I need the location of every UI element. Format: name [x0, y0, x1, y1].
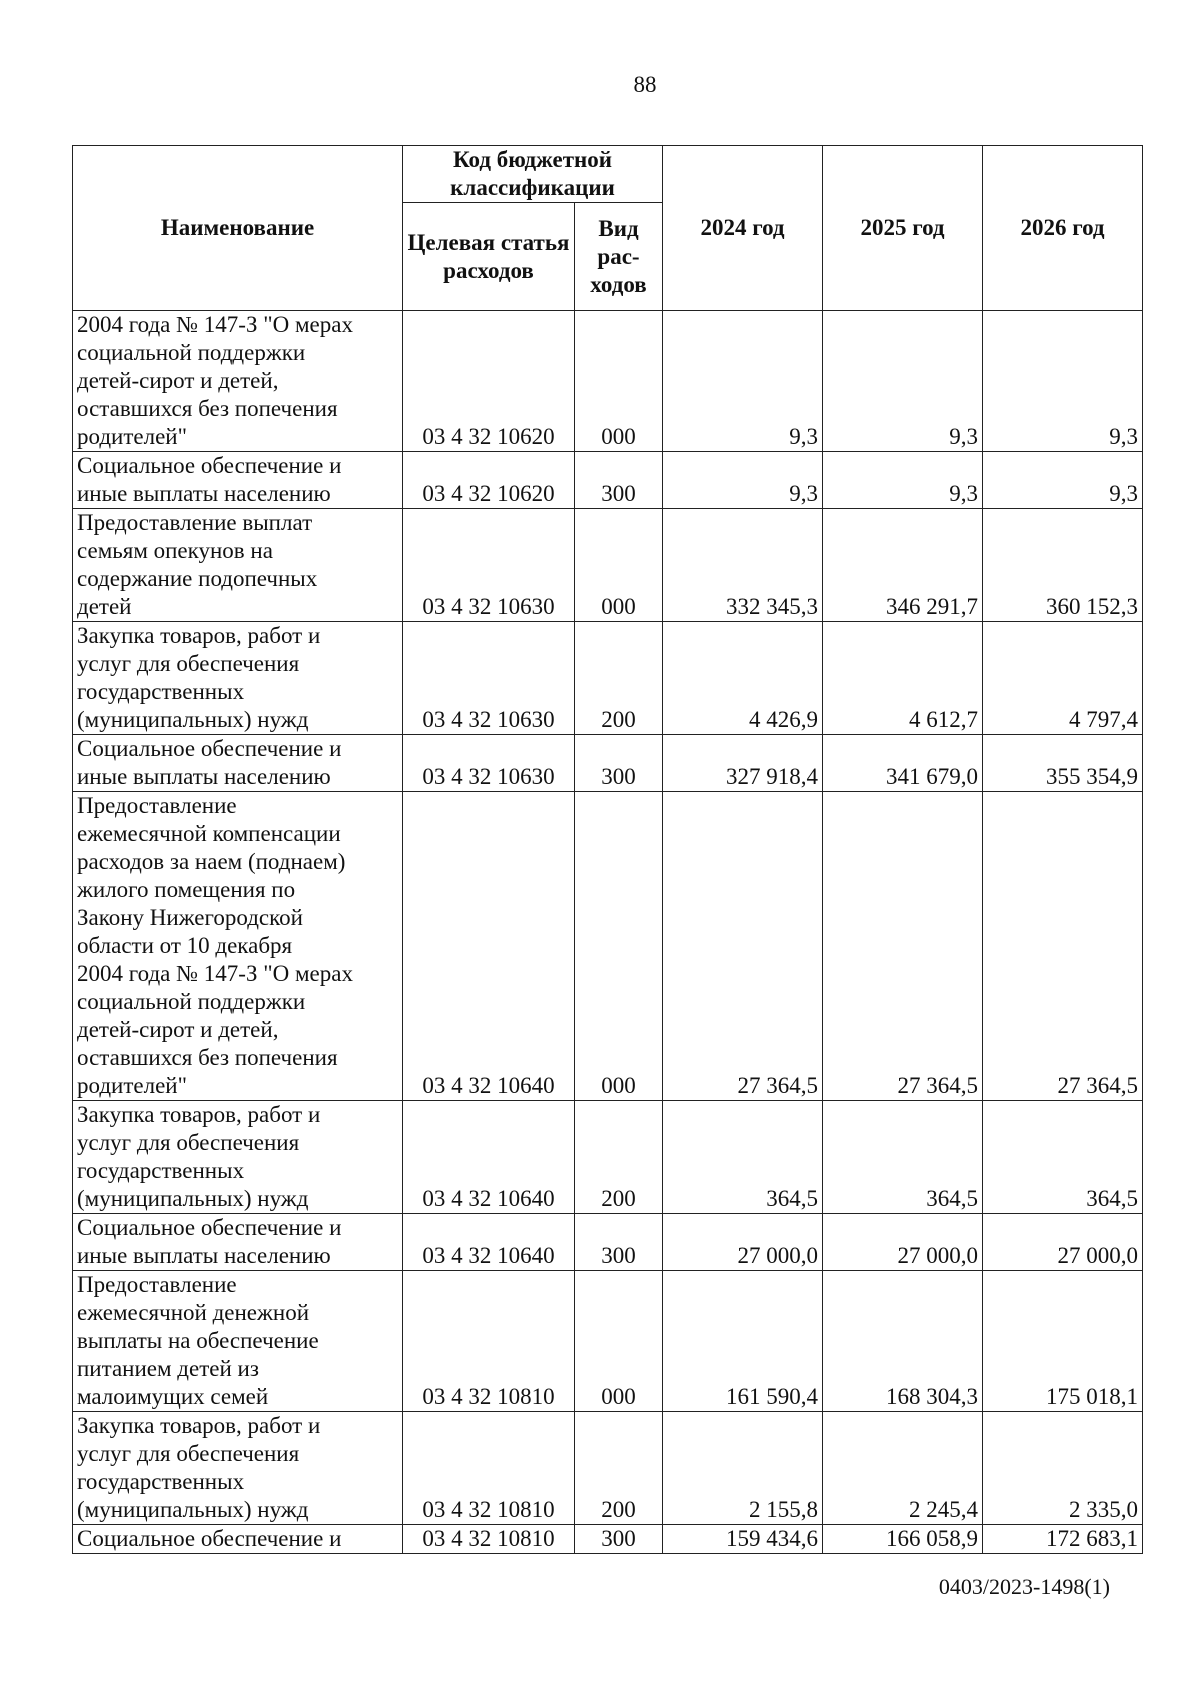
table-row [73, 1101, 1143, 1214]
row-value-2026-cell: 9,3 [983, 311, 1143, 452]
row-type-cell: 200 [575, 1101, 663, 1214]
header-name: Наименование [73, 146, 403, 311]
row-name-cell: Социальное обеспечение и иные выплаты населению [73, 735, 403, 792]
row-type-cell: 000 [575, 509, 663, 622]
header-kbk-group: Код бюджетной классификации [403, 146, 663, 203]
row-value-2024-cell: 4 426,9 [663, 622, 823, 735]
row-type-cell: 300 [575, 452, 663, 509]
row-name-cell: Закупка товаров, работ и услуг для обеспечения государственных (муниципальных) нужд [73, 622, 403, 735]
row-code-cell: 03 4 32 10810 [403, 1412, 575, 1525]
row-value-2026-cell: 364,5 [983, 1101, 1143, 1214]
row-code-cell: 03 4 32 10640 [403, 1101, 575, 1214]
row-type-cell: 300 [575, 735, 663, 792]
row-value-2026-cell: 355 354,9 [983, 735, 1143, 792]
row-value-2025-cell: 27 000,0 [823, 1214, 983, 1271]
table-row [73, 1412, 1143, 1525]
row-value-2024-cell: 27 000,0 [663, 1214, 823, 1271]
header-target-article: Целевая статья расходов [403, 203, 575, 311]
row-value-2024-cell: 9,3 [663, 452, 823, 509]
row-value-2026-cell: 4 797,4 [983, 622, 1143, 735]
row-value-2025-cell: 346 291,7 [823, 509, 983, 622]
row-value-2025-cell: 9,3 [823, 452, 983, 509]
row-code-cell: 03 4 32 10640 [403, 792, 575, 1101]
row-value-2024-cell: 9,3 [663, 311, 823, 452]
row-code-cell: 03 4 32 10810 [403, 1271, 575, 1412]
row-value-2026-cell: 172 683,1 [983, 1525, 1143, 1554]
row-name-cell: Закупка товаров, работ и услуг для обеспечения государственных (муниципальных) нужд [73, 1101, 403, 1214]
table-row [73, 311, 1143, 452]
row-type-cell: 200 [575, 622, 663, 735]
row-value-2024-cell: 327 918,4 [663, 735, 823, 792]
row-type-cell: 000 [575, 311, 663, 452]
row-type-cell: 300 [575, 1525, 663, 1554]
row-code-cell: 03 4 32 10620 [403, 311, 575, 452]
row-value-2024-cell: 2 155,8 [663, 1412, 823, 1525]
page-number: 88 [633, 72, 657, 97]
row-code-cell: 03 4 32 10630 [403, 622, 575, 735]
header-year-2025: 2025 год [823, 146, 983, 311]
row-value-2026-cell: 27 000,0 [983, 1214, 1143, 1271]
row-name-cell: Социальное обеспечение и [73, 1525, 403, 1554]
header-expense-type: Вид рас-ходов [575, 203, 663, 311]
row-name-cell: Предоставление ежемесячной компенсации расходов за наем (поднаем) жилого помещения по Закону Нижегородской области от 10 декабря 2004 года № 147-З "О мерах социальной поддержки детей-сирот и детей, оставшихся без попечения родителей" [73, 792, 403, 1101]
row-code-cell: 03 4 32 10810 [403, 1525, 575, 1554]
budget-table [72, 145, 1143, 1554]
row-code-cell: 03 4 32 10630 [403, 735, 575, 792]
table-row [73, 792, 1143, 1101]
table-row [73, 452, 1143, 509]
row-name-cell: 2004 года № 147-З "О мерах социальной поддержки детей-сирот и детей, оставшихся без попечения родителей" [73, 311, 403, 452]
row-value-2025-cell: 2 245,4 [823, 1412, 983, 1525]
row-value-2025-cell: 9,3 [823, 311, 983, 452]
table-row [73, 1525, 1143, 1554]
row-code-cell: 03 4 32 10640 [403, 1214, 575, 1271]
row-value-2026-cell: 27 364,5 [983, 792, 1143, 1101]
header-year-2026: 2026 год [983, 146, 1143, 311]
row-value-2025-cell: 341 679,0 [823, 735, 983, 792]
row-type-cell: 300 [575, 1214, 663, 1271]
table-row [73, 1214, 1143, 1271]
row-type-cell: 000 [575, 792, 663, 1101]
row-value-2025-cell: 166 058,9 [823, 1525, 983, 1554]
row-value-2026-cell: 360 152,3 [983, 509, 1143, 622]
row-value-2026-cell: 2 335,0 [983, 1412, 1143, 1525]
header-year-2024: 2024 год [663, 146, 823, 311]
row-value-2024-cell: 364,5 [663, 1101, 823, 1214]
row-name-cell: Предоставление выплат семьям опекунов на содержание подопечных детей [73, 509, 403, 622]
row-name-cell: Социальное обеспечение и иные выплаты населению [73, 1214, 403, 1271]
table-header [73, 146, 1143, 311]
row-name-cell: Предоставление ежемесячной денежной выплаты на обеспечение питанием детей из малоимущих семей [73, 1271, 403, 1412]
row-code-cell: 03 4 32 10620 [403, 452, 575, 509]
row-value-2024-cell: 27 364,5 [663, 792, 823, 1101]
table-row [73, 622, 1143, 735]
row-value-2025-cell: 27 364,5 [823, 792, 983, 1101]
row-code-cell: 03 4 32 10630 [403, 509, 575, 622]
table-row [73, 735, 1143, 792]
row-value-2025-cell: 168 304,3 [823, 1271, 983, 1412]
row-name-cell: Закупка товаров, работ и услуг для обеспечения государственных (муниципальных) нужд [73, 1412, 403, 1525]
table-row [73, 509, 1143, 622]
row-value-2026-cell: 175 018,1 [983, 1271, 1143, 1412]
row-value-2026-cell: 9,3 [983, 452, 1143, 509]
row-value-2024-cell: 332 345,3 [663, 509, 823, 622]
row-name-cell: Социальное обеспечение и иные выплаты населению [73, 452, 403, 509]
table-body [73, 311, 1143, 1554]
table-row [73, 1271, 1143, 1412]
row-type-cell: 000 [575, 1271, 663, 1412]
row-value-2025-cell: 4 612,7 [823, 622, 983, 735]
row-type-cell: 200 [575, 1412, 663, 1525]
document-id: 0403/2023-1498(1) [938, 1574, 1110, 1599]
row-value-2024-cell: 161 590,4 [663, 1271, 823, 1412]
row-value-2024-cell: 159 434,6 [663, 1525, 823, 1554]
row-value-2025-cell: 364,5 [823, 1101, 983, 1214]
